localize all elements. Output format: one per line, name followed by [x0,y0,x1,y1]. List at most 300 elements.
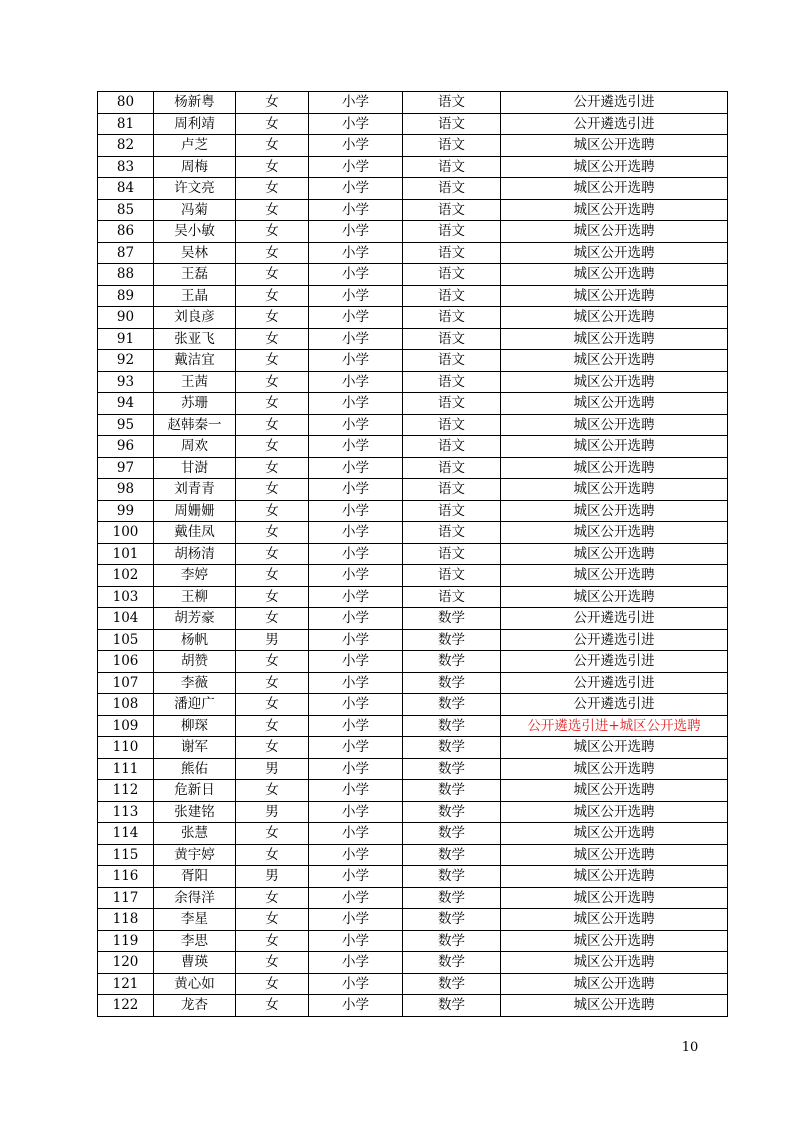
cell-gender: 女 [236,135,309,157]
cell-subject: 数学 [403,823,501,845]
table-row [98,242,728,264]
cell-recruitment-method: 城区公开选聘 [501,780,728,802]
cell-subject: 语文 [403,522,501,544]
cell-school-level: 小学 [309,113,403,135]
cell-school-level: 小学 [309,242,403,264]
table-row [98,178,728,200]
table-row [98,629,728,651]
cell-number: 90 [98,307,154,329]
cell-gender: 女 [236,328,309,350]
cell-subject: 数学 [403,866,501,888]
cell-school-level: 小学 [309,436,403,458]
table-row [98,543,728,565]
table-row [98,92,728,114]
cell-recruitment-method: 城区公开选聘 [501,328,728,350]
cell-number: 85 [98,199,154,221]
cell-gender: 女 [236,522,309,544]
cell-school-level: 小学 [309,500,403,522]
cell-school-level: 小学 [309,285,403,307]
cell-name: 王柳 [154,586,236,608]
table-row [98,371,728,393]
cell-name: 胡赞 [154,651,236,673]
cell-name: 王晶 [154,285,236,307]
cell-number: 88 [98,264,154,286]
cell-recruitment-method: 城区公开选聘 [501,350,728,372]
table-row [98,973,728,995]
cell-gender: 女 [236,715,309,737]
table-row [98,414,728,436]
table-row [98,758,728,780]
cell-number: 102 [98,565,154,587]
table-row [98,672,728,694]
cell-name: 李婷 [154,565,236,587]
cell-name: 张慧 [154,823,236,845]
cell-school-level: 小学 [309,715,403,737]
cell-gender: 女 [236,823,309,845]
cell-number: 116 [98,866,154,888]
cell-recruitment-method: 公开遴选引进 [501,694,728,716]
cell-school-level: 小学 [309,651,403,673]
cell-name: 谢军 [154,737,236,759]
cell-school-level: 小学 [309,586,403,608]
cell-subject: 数学 [403,909,501,931]
cell-subject: 数学 [403,608,501,630]
cell-school-level: 小学 [309,694,403,716]
cell-recruitment-method: 城区公开选聘 [501,543,728,565]
cell-subject: 语文 [403,371,501,393]
cell-gender: 女 [236,457,309,479]
page-number: 10 [681,1040,699,1055]
cell-subject: 语文 [403,350,501,372]
cell-number: 120 [98,952,154,974]
cell-number: 95 [98,414,154,436]
cell-school-level: 小学 [309,307,403,329]
table-row [98,801,728,823]
cell-number: 117 [98,887,154,909]
cell-gender: 女 [236,393,309,415]
cell-recruitment-method: 城区公开选聘 [501,393,728,415]
table-row [98,156,728,178]
cell-school-level: 小学 [309,866,403,888]
cell-number: 86 [98,221,154,243]
cell-recruitment-method: 城区公开选聘 [501,135,728,157]
cell-school-level: 小学 [309,522,403,544]
cell-name: 吴林 [154,242,236,264]
cell-subject: 数学 [403,952,501,974]
cell-number: 84 [98,178,154,200]
cell-gender: 女 [236,414,309,436]
cell-number: 80 [98,92,154,114]
cell-gender: 女 [236,436,309,458]
table-row [98,457,728,479]
cell-name: 黄心如 [154,973,236,995]
cell-number: 92 [98,350,154,372]
cell-recruitment-method: 城区公开选聘 [501,995,728,1017]
cell-number: 118 [98,909,154,931]
staff-table [97,91,728,1017]
table-row [98,694,728,716]
cell-subject: 数学 [403,801,501,823]
cell-recruitment-method: 城区公开选聘 [501,436,728,458]
cell-school-level: 小学 [309,414,403,436]
cell-gender: 男 [236,629,309,651]
cell-gender: 男 [236,801,309,823]
cell-school-level: 小学 [309,92,403,114]
cell-subject: 数学 [403,887,501,909]
cell-school-level: 小学 [309,758,403,780]
cell-gender: 男 [236,866,309,888]
cell-subject: 语文 [403,221,501,243]
cell-gender: 女 [236,307,309,329]
cell-subject: 语文 [403,156,501,178]
cell-school-level: 小学 [309,672,403,694]
cell-recruitment-method: 城区公开选聘 [501,973,728,995]
table-row [98,479,728,501]
cell-school-level: 小学 [309,930,403,952]
cell-number: 105 [98,629,154,651]
cell-recruitment-method: 公开遴选引进+城区公开选聘 [501,715,728,737]
table-row [98,135,728,157]
cell-number: 101 [98,543,154,565]
table-row [98,737,728,759]
cell-school-level: 小学 [309,178,403,200]
cell-school-level: 小学 [309,199,403,221]
cell-school-level: 小学 [309,952,403,974]
cell-school-level: 小学 [309,328,403,350]
cell-subject: 语文 [403,414,501,436]
cell-school-level: 小学 [309,995,403,1017]
cell-number: 112 [98,780,154,802]
table-row [98,500,728,522]
cell-subject: 语文 [403,285,501,307]
cell-number: 96 [98,436,154,458]
cell-name: 李思 [154,930,236,952]
cell-subject: 数学 [403,737,501,759]
cell-number: 114 [98,823,154,845]
cell-name: 余得洋 [154,887,236,909]
cell-gender: 女 [236,952,309,974]
cell-school-level: 小学 [309,479,403,501]
cell-gender: 女 [236,500,309,522]
cell-subject: 语文 [403,436,501,458]
cell-subject: 数学 [403,694,501,716]
cell-recruitment-method: 城区公开选聘 [501,565,728,587]
cell-name: 黄宇婷 [154,844,236,866]
cell-name: 李薇 [154,672,236,694]
cell-recruitment-method: 城区公开选聘 [501,156,728,178]
cell-name: 胡芳豪 [154,608,236,630]
table-row [98,608,728,630]
table-row [98,651,728,673]
cell-school-level: 小学 [309,823,403,845]
cell-gender: 女 [236,479,309,501]
cell-subject: 语文 [403,543,501,565]
table-row [98,995,728,1017]
cell-name: 冯菊 [154,199,236,221]
cell-name: 潘迎广 [154,694,236,716]
cell-subject: 语文 [403,500,501,522]
cell-gender: 女 [236,113,309,135]
cell-gender: 女 [236,909,309,931]
cell-number: 82 [98,135,154,157]
cell-number: 103 [98,586,154,608]
cell-name: 甘澍 [154,457,236,479]
table-row [98,844,728,866]
cell-subject: 语文 [403,264,501,286]
table-row [98,823,728,845]
cell-number: 104 [98,608,154,630]
cell-subject: 数学 [403,930,501,952]
cell-school-level: 小学 [309,780,403,802]
cell-subject: 语文 [403,199,501,221]
cell-recruitment-method: 城区公开选聘 [501,823,728,845]
cell-subject: 数学 [403,651,501,673]
cell-gender: 女 [236,651,309,673]
cell-gender: 女 [236,350,309,372]
cell-school-level: 小学 [309,393,403,415]
cell-gender: 女 [236,199,309,221]
cell-name: 曹瑛 [154,952,236,974]
cell-name: 李星 [154,909,236,931]
cell-school-level: 小学 [309,844,403,866]
cell-name: 戴佳凤 [154,522,236,544]
cell-subject: 数学 [403,758,501,780]
cell-subject: 数学 [403,844,501,866]
cell-recruitment-method: 城区公开选聘 [501,737,728,759]
cell-name: 王茜 [154,371,236,393]
cell-recruitment-method: 城区公开选聘 [501,844,728,866]
table-row [98,952,728,974]
cell-name: 戴洁宜 [154,350,236,372]
table-row [98,866,728,888]
cell-name: 周梅 [154,156,236,178]
table-row [98,393,728,415]
cell-name: 赵韩秦一 [154,414,236,436]
cell-number: 113 [98,801,154,823]
cell-number: 107 [98,672,154,694]
table-row [98,522,728,544]
cell-gender: 女 [236,672,309,694]
cell-gender: 女 [236,156,309,178]
cell-name: 周姗姗 [154,500,236,522]
cell-number: 99 [98,500,154,522]
cell-subject: 语文 [403,586,501,608]
cell-name: 危新日 [154,780,236,802]
cell-name: 龙杏 [154,995,236,1017]
cell-recruitment-method: 城区公开选聘 [501,801,728,823]
table-row [98,909,728,931]
cell-name: 周欢 [154,436,236,458]
cell-name: 刘良彦 [154,307,236,329]
cell-gender: 男 [236,758,309,780]
cell-subject: 语文 [403,307,501,329]
cell-recruitment-method: 城区公开选聘 [501,500,728,522]
cell-subject: 语文 [403,113,501,135]
cell-school-level: 小学 [309,135,403,157]
cell-recruitment-method: 城区公开选聘 [501,887,728,909]
cell-gender: 女 [236,780,309,802]
cell-number: 121 [98,973,154,995]
cell-name: 许文亮 [154,178,236,200]
cell-name: 周利靖 [154,113,236,135]
cell-recruitment-method: 城区公开选聘 [501,242,728,264]
cell-number: 87 [98,242,154,264]
cell-number: 122 [98,995,154,1017]
cell-recruitment-method: 城区公开选聘 [501,952,728,974]
cell-number: 110 [98,737,154,759]
cell-school-level: 小学 [309,371,403,393]
cell-number: 91 [98,328,154,350]
cell-recruitment-method: 城区公开选聘 [501,586,728,608]
cell-gender: 女 [236,242,309,264]
cell-school-level: 小学 [309,221,403,243]
cell-name: 胥阳 [154,866,236,888]
cell-recruitment-method: 城区公开选聘 [501,285,728,307]
cell-name: 卢芝 [154,135,236,157]
cell-recruitment-method: 城区公开选聘 [501,909,728,931]
cell-subject: 数学 [403,715,501,737]
cell-number: 83 [98,156,154,178]
cell-subject: 语文 [403,92,501,114]
cell-gender: 女 [236,694,309,716]
table-row [98,780,728,802]
table-row [98,350,728,372]
cell-recruitment-method: 城区公开选聘 [501,479,728,501]
cell-name: 张建铭 [154,801,236,823]
cell-gender: 女 [236,565,309,587]
table-row [98,565,728,587]
cell-name: 柳琛 [154,715,236,737]
cell-number: 93 [98,371,154,393]
cell-number: 98 [98,479,154,501]
cell-school-level: 小学 [309,608,403,630]
cell-name: 张亚飞 [154,328,236,350]
cell-recruitment-method: 城区公开选聘 [501,307,728,329]
cell-recruitment-method: 城区公开选聘 [501,758,728,780]
cell-recruitment-method: 城区公开选聘 [501,930,728,952]
cell-gender: 女 [236,973,309,995]
cell-gender: 女 [236,92,309,114]
cell-gender: 女 [236,178,309,200]
staff-table-body [98,92,728,1017]
cell-subject: 数学 [403,973,501,995]
table-row [98,264,728,286]
cell-gender: 女 [236,586,309,608]
cell-gender: 女 [236,887,309,909]
cell-name: 吴小敏 [154,221,236,243]
cell-number: 119 [98,930,154,952]
cell-gender: 女 [236,608,309,630]
cell-school-level: 小学 [309,737,403,759]
cell-school-level: 小学 [309,350,403,372]
cell-number: 100 [98,522,154,544]
cell-recruitment-method: 城区公开选聘 [501,866,728,888]
cell-subject: 语文 [403,242,501,264]
cell-number: 97 [98,457,154,479]
cell-gender: 女 [236,285,309,307]
cell-number: 115 [98,844,154,866]
cell-subject: 数学 [403,780,501,802]
cell-recruitment-method: 公开遴选引进 [501,608,728,630]
cell-school-level: 小学 [309,543,403,565]
table-row [98,586,728,608]
cell-recruitment-method: 城区公开选聘 [501,178,728,200]
cell-subject: 数学 [403,995,501,1017]
cell-name: 熊佑 [154,758,236,780]
table-row [98,113,728,135]
cell-name: 杨帆 [154,629,236,651]
table-row [98,715,728,737]
cell-gender: 女 [236,371,309,393]
cell-number: 81 [98,113,154,135]
cell-gender: 女 [236,844,309,866]
cell-subject: 数学 [403,672,501,694]
cell-number: 111 [98,758,154,780]
cell-number: 108 [98,694,154,716]
cell-gender: 女 [236,930,309,952]
cell-gender: 女 [236,543,309,565]
cell-school-level: 小学 [309,909,403,931]
cell-recruitment-method: 城区公开选聘 [501,522,728,544]
cell-gender: 女 [236,221,309,243]
cell-school-level: 小学 [309,457,403,479]
cell-recruitment-method: 城区公开选聘 [501,264,728,286]
cell-name: 刘青青 [154,479,236,501]
table-row [98,221,728,243]
cell-subject: 语文 [403,479,501,501]
cell-school-level: 小学 [309,973,403,995]
cell-school-level: 小学 [309,801,403,823]
cell-recruitment-method: 公开遴选引进 [501,92,728,114]
table-row [98,199,728,221]
cell-gender: 女 [236,995,309,1017]
cell-recruitment-method: 公开遴选引进 [501,113,728,135]
cell-gender: 女 [236,264,309,286]
cell-gender: 女 [236,737,309,759]
table-row [98,887,728,909]
table-row [98,328,728,350]
cell-subject: 数学 [403,629,501,651]
table-row [98,307,728,329]
cell-school-level: 小学 [309,565,403,587]
cell-recruitment-method: 城区公开选聘 [501,199,728,221]
cell-number: 109 [98,715,154,737]
cell-recruitment-method: 城区公开选聘 [501,457,728,479]
cell-number: 89 [98,285,154,307]
cell-recruitment-method: 公开遴选引进 [501,651,728,673]
cell-subject: 语文 [403,393,501,415]
cell-number: 94 [98,393,154,415]
table-row [98,436,728,458]
cell-subject: 语文 [403,328,501,350]
cell-subject: 语文 [403,457,501,479]
cell-name: 杨新粤 [154,92,236,114]
cell-school-level: 小学 [309,629,403,651]
cell-name: 胡杨清 [154,543,236,565]
cell-recruitment-method: 公开遴选引进 [501,672,728,694]
cell-recruitment-method: 城区公开选聘 [501,371,728,393]
cell-recruitment-method: 城区公开选聘 [501,414,728,436]
cell-name: 苏珊 [154,393,236,415]
cell-recruitment-method: 公开遴选引进 [501,629,728,651]
cell-subject: 语文 [403,135,501,157]
cell-subject: 语文 [403,178,501,200]
cell-school-level: 小学 [309,887,403,909]
cell-school-level: 小学 [309,156,403,178]
cell-school-level: 小学 [309,264,403,286]
table-row [98,930,728,952]
cell-number: 106 [98,651,154,673]
